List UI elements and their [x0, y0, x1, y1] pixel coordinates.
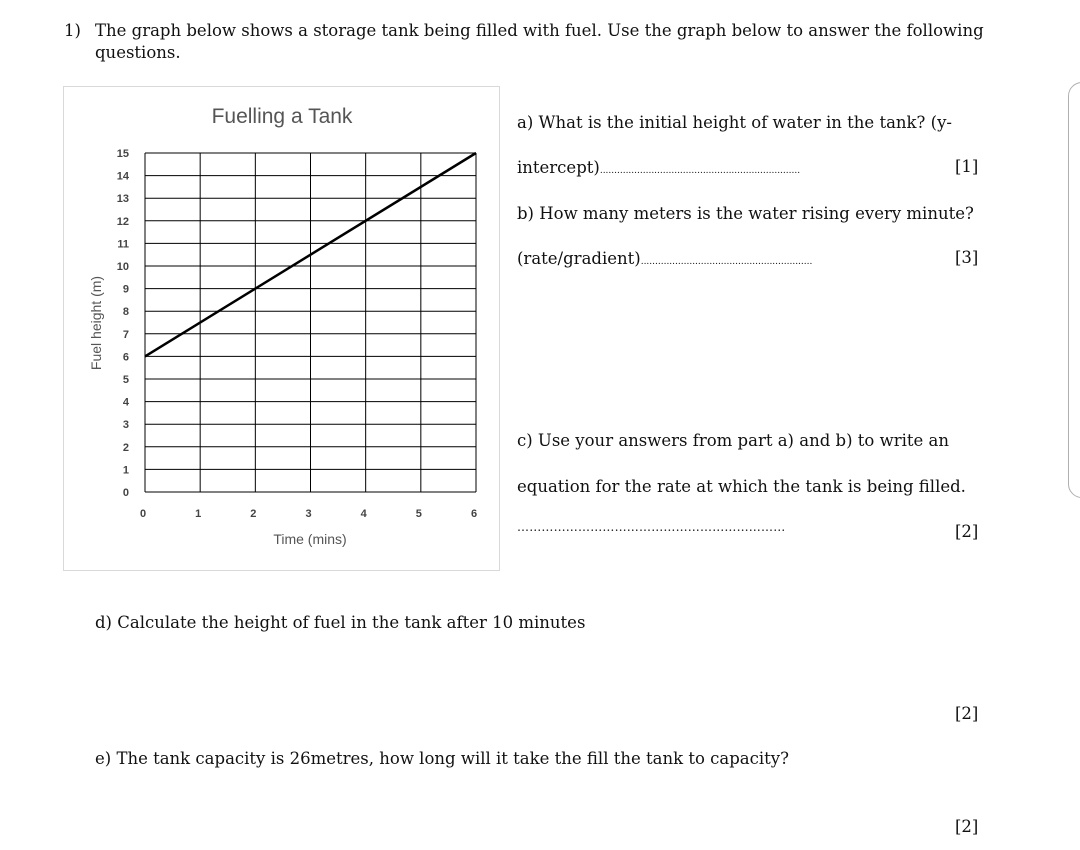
y-tick-label: 10	[116, 261, 129, 273]
y-tick-label: 6	[122, 351, 129, 364]
chart-container	[63, 86, 500, 571]
answer-line-b[interactable]: ............................................................	[640, 257, 813, 267]
y-tick-label: 15	[116, 148, 129, 160]
part-b-line1: b) How many meters is the water rising every minute?	[517, 204, 974, 223]
chart-title: Fuelling a Tank	[211, 105, 353, 128]
y-tick-label: 8	[122, 306, 129, 319]
fuel-chart	[64, 87, 499, 570]
part-a-line2	[517, 157, 800, 182]
part-b-label: (rate/gradient)	[517, 249, 641, 268]
part-e-text: e) The tank capacity is 26metres, how long will it take the fill the tank to capacity?	[95, 749, 789, 768]
part-d-marks: [2]	[955, 704, 979, 723]
y-axis-label: Fuel height (m)	[88, 275, 104, 371]
x-tick-label: 2	[250, 508, 257, 520]
y-tick-label: 5	[122, 374, 129, 386]
question-number: 1)	[64, 21, 81, 40]
x-tick-label: 4	[360, 508, 367, 520]
part-b-marks: [3]	[955, 248, 979, 267]
y-tick-label: 9	[122, 283, 129, 296]
part-d-text: d) Calculate the height of fuel in the tank after 10 minutes	[95, 613, 586, 632]
part-c-line2: equation for the rate at which the tank is being filled.	[517, 477, 966, 496]
x-tick-label: 1	[195, 508, 202, 520]
answer-line-a[interactable]: ......................................................................	[599, 166, 801, 176]
part-a-line1: a) What is the initial height of water in the tank? (y-	[517, 113, 952, 132]
y-tick-label: 7	[122, 328, 129, 341]
y-tick-label: 0	[122, 487, 129, 499]
x-tick-label: 0	[139, 508, 147, 520]
x-tick-label: 3	[305, 508, 312, 520]
answer-line-c[interactable]: …………………………………………………………	[517, 520, 786, 534]
y-tick-label: 14	[116, 170, 129, 183]
x-axis-label: Time (mins)	[273, 531, 347, 547]
y-tick-label: 2	[122, 441, 129, 454]
y-tick-label: 3	[122, 419, 129, 432]
side-panel	[1068, 82, 1080, 498]
y-tick-label: 1	[122, 464, 129, 477]
part-c-line1: c) Use your answers from part a) and b) to write an	[517, 431, 949, 450]
part-b-line2	[517, 248, 812, 273]
part-a-marks: [1]	[955, 157, 979, 176]
x-tick-label: 5	[415, 508, 422, 520]
x-tick-label: 6	[470, 508, 478, 520]
part-a-label: intercept)	[517, 158, 600, 177]
question-intro-line1: The graph below shows a storage tank being filled with fuel. Use the graph below to answer the following	[95, 21, 984, 40]
question-intro-line2: questions.	[95, 43, 181, 62]
y-tick-label: 12	[116, 215, 129, 228]
part-c-marks: [2]	[955, 522, 979, 541]
part-e-marks: [2]	[955, 817, 979, 836]
y-tick-label: 4	[122, 396, 129, 409]
y-tick-label: 13	[116, 193, 129, 206]
y-tick-label: 11	[117, 238, 129, 251]
